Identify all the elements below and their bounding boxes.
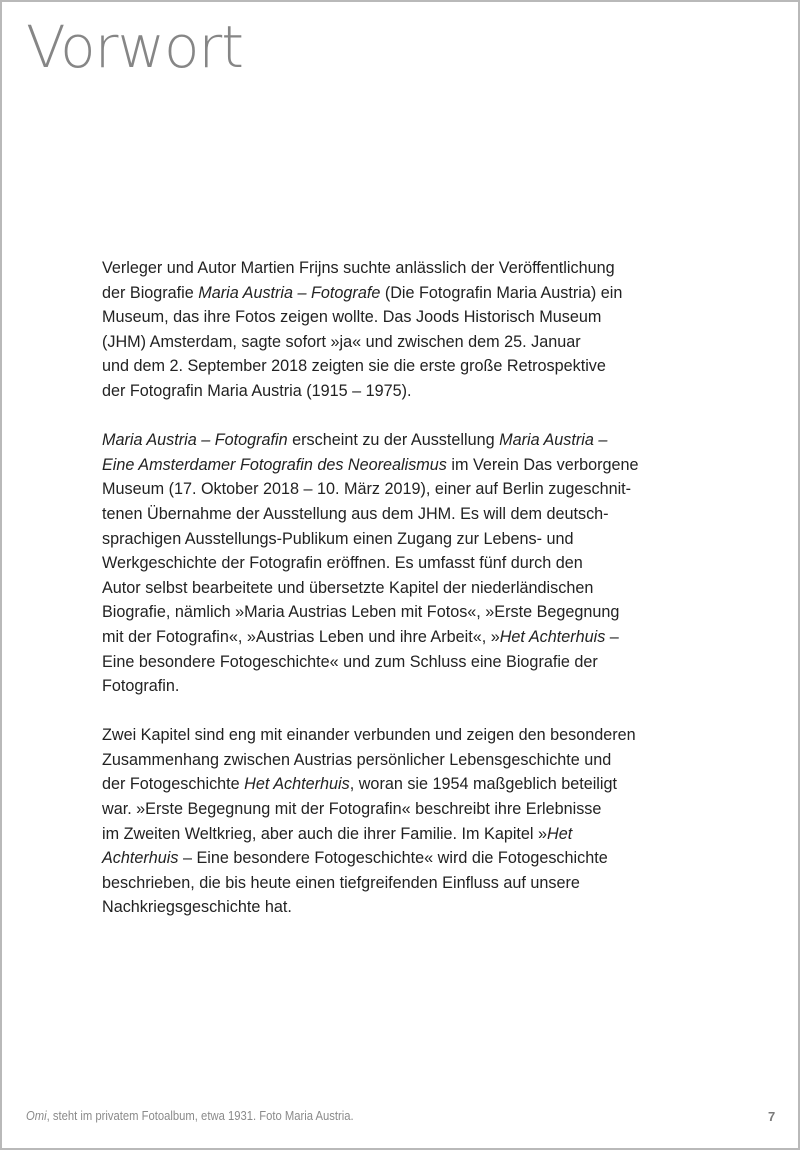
italic-text: Het Achterhuis — [244, 775, 350, 794]
text-run: im Verein Das verborgene — [446, 455, 639, 474]
text-line — [102, 453, 662, 478]
text-run: der Fotogeschichte — [102, 775, 245, 794]
italic-text: Eine Amsterdamer Fotografin des Neorealismus — [102, 455, 447, 474]
paragraph — [102, 428, 662, 699]
text-run: beschrieben, die bis heute einen tiefgreifenden Einfluss auf unsere — [102, 873, 580, 892]
text-run: im Zweiten Weltkrieg, aber auch die ihrer Familie. Im Kapitel » — [102, 824, 548, 843]
text-line — [102, 551, 662, 576]
text-line — [102, 871, 662, 896]
text-line — [102, 330, 662, 355]
text-run: Museum, das ihre Fotos zeigen wollte. Das Joods Historisch Museum — [102, 308, 602, 327]
text-line — [102, 748, 662, 773]
italic-text: Maria Austria – Fotografin — [102, 431, 288, 450]
text-run: und dem 2. September 2018 zeigten sie die erste große Retrospektive — [102, 357, 606, 376]
photo-caption — [26, 1109, 354, 1123]
text-run: Autor selbst bearbeitete und übersetzte Kapitel der niederländischen — [102, 578, 594, 597]
body-text — [102, 256, 662, 945]
italic-text: Het — [547, 824, 573, 843]
text-run: Werkgeschichte der Fotografin eröffnen. Es umfasst fünf durch den — [102, 554, 583, 573]
text-run: – Eine besondere Fotogeschichte« wird die Fotogeschichte — [178, 849, 608, 868]
text-line — [102, 527, 662, 552]
text-run: Nachkriegsgeschichte hat. — [102, 898, 292, 917]
text-line — [102, 600, 662, 625]
text-line — [102, 379, 662, 404]
text-line — [102, 797, 662, 822]
text-run: , woran sie 1954 maßgeblich beteiligt — [349, 775, 617, 794]
text-run: – — [605, 627, 619, 646]
text-line — [102, 281, 662, 306]
text-run: der Fotografin Maria Austria (1915 – 1975). — [102, 381, 412, 400]
text-line — [102, 256, 662, 281]
text-run: Zwei Kapitel sind eng mit einander verbunden und zeigen den besonderen — [102, 726, 636, 745]
text-line — [102, 822, 662, 847]
text-line — [102, 477, 662, 502]
text-run: (JHM) Amsterdam, sagte sofort »ja« und zwischen dem 25. Januar — [102, 332, 581, 351]
page-number: 7 — [768, 1109, 776, 1124]
italic-text: Achterhuis — [102, 849, 179, 868]
text-line — [102, 895, 662, 920]
text-run: Fotografin. — [102, 677, 180, 696]
text-line — [102, 576, 662, 601]
caption-italic: Omi — [26, 1109, 47, 1123]
paragraph — [102, 723, 662, 920]
text-line — [102, 354, 662, 379]
text-run: Zusammenhang zwischen Austrias persönlicher Lebensgeschichte und — [102, 750, 612, 769]
text-line — [102, 772, 662, 797]
text-line — [102, 305, 662, 330]
text-run: (Die Fotografin Maria Austria) ein — [380, 283, 623, 302]
page-title: Vorwort — [26, 13, 244, 81]
caption-text: , steht im privatem Fotoalbum, etwa 1931. Foto Maria Austria. — [46, 1109, 354, 1123]
text-run: mit der Fotografin«, »Austrias Leben und ihre Arbeit«, » — [102, 627, 500, 646]
text-line — [102, 502, 662, 527]
text-run: erscheint zu der Ausstellung — [287, 431, 500, 450]
paragraph — [102, 256, 662, 404]
text-line — [102, 674, 662, 699]
text-run: war. »Erste Begegnung mit der Fotografin« beschreibt ihre Erlebnisse — [102, 800, 602, 819]
italic-text: Maria Austria – — [499, 431, 608, 450]
text-line — [102, 625, 662, 650]
text-run: sprachigen Ausstellungs-Publikum einen Zugang zur Lebens- und — [102, 529, 574, 548]
text-line — [102, 428, 662, 453]
text-run: tenen Übernahme der Ausstellung aus dem JHM. Es will dem deutsch- — [102, 504, 609, 523]
text-run: Verleger und Autor Martien Frijns suchte anlässlich der Veröffentlichung — [102, 259, 615, 277]
text-run: Biografie, nämlich »Maria Austrias Leben mit Fotos«, »Erste Begegnung — [102, 603, 620, 622]
text-line — [102, 650, 662, 675]
text-run: der Biografie — [102, 283, 199, 302]
text-run: Eine besondere Fotogeschichte« und zum Schluss eine Biografie der — [102, 652, 598, 671]
text-run: Museum (17. Oktober 2018 – 10. März 2019), einer auf Berlin zugeschnit- — [102, 480, 632, 499]
text-line — [102, 723, 662, 748]
text-line — [102, 846, 662, 871]
italic-text: Maria Austria – Fotografe — [198, 283, 381, 302]
italic-text: Het Achterhuis — [499, 627, 606, 646]
